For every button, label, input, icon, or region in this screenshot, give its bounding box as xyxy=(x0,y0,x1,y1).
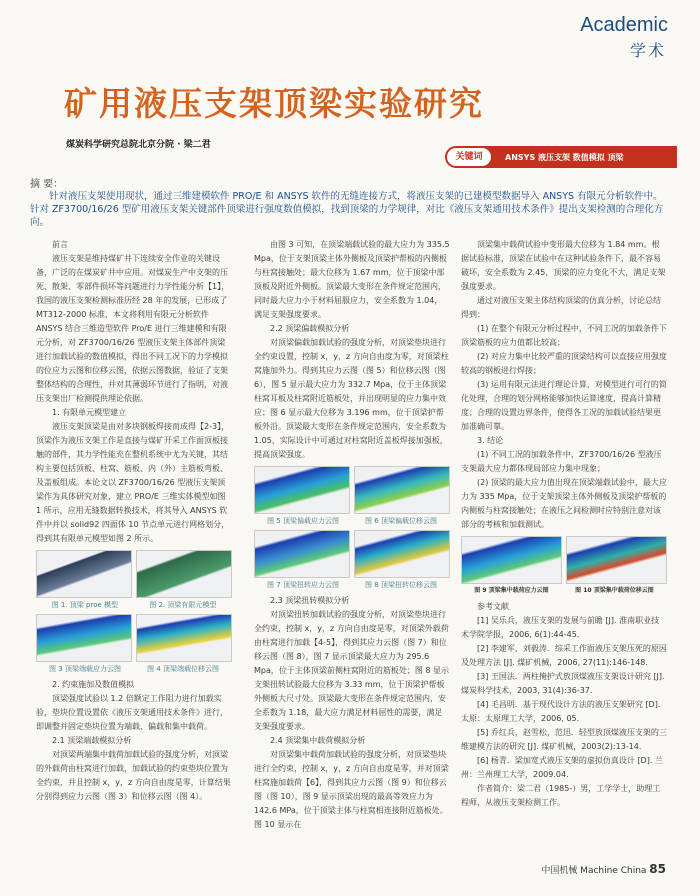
paragraph: 由图 3 可知，在顶梁端载试验的最大应力为 335.5 Mpa，位于支架顶梁主体外侧板及顶梁护帮板的内侧板与柱窝接触处；最大位移为 1.67 mm，位于顶梁中部顶板及附近外侧板。顶梁最大变形在条件规定范围内，同时最大应力小于材料屈服应力，安全系数为 1.04，满足支架强度要求。 xyxy=(254,240,450,319)
section-label-zh: 学术 xyxy=(629,41,666,60)
author-bio: 作者简介：梁二君（1985-）男，工学学士，助理工程师，从液压支架检测工作。 xyxy=(461,784,661,807)
paragraph: 顶梁强度试验以 1.2 倍额定工作阻力进行加载实验，垫块位置设置依《液压支架通用技术条件》进行，即调整并固定垫块位置为端载、偏载和集中载荷。 xyxy=(36,694,228,731)
figure-7-caption: 图 7 顶梁扭转应力云图 xyxy=(267,581,339,589)
figure-5-caption: 图 5 顶梁偏载应力云图 xyxy=(267,517,339,525)
list-item: (1) 在整个有限元分析过程中，不同工况的加载条件下顶梁筋板的应力值都比较高； xyxy=(461,324,667,347)
list-item: (1) 不同工况的加载条件中，ZF3700/16/26 型液压支架最大应力都体现局部应力集中现象； xyxy=(461,450,662,473)
reference-item: [5] 乔红兵，赵雪松，范迅．轻型放顶煤液压支架的三维建模方法的研究 [J]. 煤矿机械，2003(2):13-14. xyxy=(461,728,667,751)
subsection-heading: 2.1 顶梁端载模拟分析 xyxy=(52,736,132,745)
reference-item: [2] 李建军，刘毅涛．综采工作面液压支架压死的原因及处理方法 [J]. 煤矿机械，2006, 27(11):146-148. xyxy=(461,644,667,667)
abstract-text: 针对液压支架使用现状，通过三维建模软件 PRO/E 和 ANSYS 软件的无缝连接方式，将液压支架的已建模型数据导入 ANSYS 有限元分析软件中。针对 ZF3700/16/26 型矿用液压支架关键部件顶梁进行强度数值模拟，找到顶梁的力学规律，对比《液压支架通用技术条件》提出支架检测的合理化方向。 xyxy=(30,191,664,228)
figure-6-caption: 图 6 顶梁偏载位移云图 xyxy=(365,517,437,525)
column-1 xyxy=(36,238,232,804)
figure-1-proe-model xyxy=(36,550,132,598)
paragraph: 液压支架顶梁是由对多块钢板焊接而成得【2-3】，顶梁作为液压支架工作是直接与煤矿开采工作面顶板接触的部件，其力学性能充在整机系统中尤为关键，其结构主要包括顶板、柱窝、筋板、内（外）主筋板弯板、及盖板组成。本论文以 ZF3700/16/26 型液压支架顶梁作为具体研究对象，建立 PRO/E 三维实体模型如图 1 所示，应用无缝数据转换技术，将其导入 ANSYS 软件中并以 solid92 四面体 10 节点单元进行网格划分，得到其有限单元模型如图 2 所示。 xyxy=(36,422,230,543)
figure-4-caption: 图 4 顶梁端载位移云图 xyxy=(147,665,219,673)
column-2 xyxy=(254,238,450,832)
references-heading: 参考文献 xyxy=(477,602,509,611)
paragraph: 对顶梁两端集中载荷加载试验的强度分析，对顶梁的外载荷由柱窝进行加载，加载试验的约束垫块位置为全约束，并且控制 x，y，z 方向自由度是零，计算结果分别得到应力云图（图 3）和位移云图（图 4）。 xyxy=(36,750,231,801)
author-byline: 煤炭科学研究总院北京分院 · 梁二君 xyxy=(66,140,211,150)
abstract-label: 摘 要： xyxy=(30,179,64,190)
paragraph: 对顶梁偏载加载试验的强度分析，对顶梁垫块进行全约束设置，控制 x，y，z 方向自由度为零，对顶梁柱窝施加外力。得到其应力云图（图 5）和位移云图（图 6），图 5 显示最大应力为 332.7 Mpa，位于主体顶梁柱窝耳板及柱窝附近筋板处，并出现明显的应力集中效应；图 6 显示最大位移为 3.196 mm，位于顶梁护帮板外沿。顶梁最大变形在条件规定范围内，安全系数为 1.05，实际设计中可通过对柱窝附近盖板焊接加强板，提高顶梁强度。 xyxy=(254,338,449,459)
list-item: (2) 顶梁的最大应力值出现在顶梁端载试验中，最大应力为 335 Mpa，位于支架顶梁主体外侧板及顶梁护帮板的内侧板与柱窝接触处；在液压之间检测时应特别注意对该部分的考核和加载测试。 xyxy=(461,478,667,529)
page-footer xyxy=(541,862,666,876)
reference-item: [6] 杨青．梁加宽式液压支架的虚拟仿真设计 [D]. 兰州：兰州理工大学，2009.04. xyxy=(461,756,663,779)
paragraph: 对顶梁集中载荷加载试验的强度分析，对顶梁垫块进行全约束，控制 x，y，z 方向自由度是零，并对顶梁柱窝施加载荷【6】，得到其应力云图（图 9）和位移云图（图 10），图 9 显示顶梁出现的最高等效应力为 142.6 MPa，位于顶梁主体与柱窝相连接附近筋板处。图 10 显示在 xyxy=(254,750,449,829)
figure-8-caption: 图 8 顶梁扭转位移云图 xyxy=(365,581,437,589)
section-label-en: Academic xyxy=(580,14,668,36)
paragraph: 对顶梁扭转加载试验的强度分析，对顶梁垫块进行全约束，控制 x，y，z 方向自由度是零，对顶梁外载荷由柱窝进行加载【4-5】，得到其应力云图（图 7）和位移云图（图 8），图 7 显示顶梁最大应力为 295.6 Mpa，位于主体顶梁前侧柱窝附近的筋板处；图 8 显示支架扭转试验最大位移为 3.33 mm，位于顶梁护帮板外侧板大尺寸处。顶梁最大变形在条件规定范围内，安全系数为 1.18，最大应力满足材料屈性的需要，满足支架强度要求。 xyxy=(254,610,450,731)
article-title: 矿用液压支架顶梁实验研究 xyxy=(64,84,484,123)
column-3 xyxy=(461,238,667,810)
figure-6-displacement-contour xyxy=(354,466,450,514)
figure-1-caption: 图 1. 顶梁 proe 模型 xyxy=(51,601,118,609)
paragraph: 顶梁集中载荷试验中变形最大位移为 1.84 mm。根据试验标准，顶梁在试验中在这种试验条件下，最不容易破坏，安全系数为 2.45，顶梁的应力变化不大，满足支架强度要求。 xyxy=(461,240,666,291)
figure-9-stress-contour xyxy=(461,536,562,584)
figure-8-displacement-contour xyxy=(354,530,450,578)
figure-3-caption: 图 3 顶梁端载应力云图 xyxy=(49,665,121,673)
figure-10-caption: 图 10 顶梁集中载荷位移云图 xyxy=(575,587,654,594)
paragraph: 液压支架是维持煤矿井下连续安全作业的关键设备，广泛的在煤炭矿井中应用。对煤炭生产中支架的压死、散架、零部件损坏等问题进行力学性能分析【1】，我国的液压支架检测标准历经 28 年的发展，已形成了 MT312-2000 标准，本文将利用有限元分析软件 ANSYS 结合三维造型软件 Pro/E 进行三维建模和有限元分析，对 ZF3700/16/26 型液压支架主体部件顶梁进行加载试验的数值模拟，得出不同工况下的力学模拟的位应力云图和位移云图，依据云图数据，验证了支架整体结构的合理性，并对其薄弱环节进行了指明，对液压支架出厂检测提供理论依据。 xyxy=(36,254,230,403)
list-item: (2) 对应力集中比较严重的顶梁结构可以直接应用强度较高的钢板进行焊接； xyxy=(461,352,667,375)
figure-10-displacement-contour xyxy=(566,536,667,584)
keywords-tag: 关键词 xyxy=(447,148,491,166)
page-number: 85 xyxy=(649,862,666,876)
list-item: (3) 运用有限元法进行理论计算，对模型进行可行的简化处理，合理的划分网格能够加快运算速度，提高计算精度；合理的设置边界条件，使得各工况的加载试验结果更加准确可靠。 xyxy=(461,380,667,431)
figure-4-displacement-contour xyxy=(136,614,232,662)
figure-9-caption: 图 9 顶梁集中载荷应力云图 xyxy=(474,587,549,594)
reference-item: [1] 吴乐兵，液压支架的发展与前瞻 [J]. 淮南职业技术学院学报，2006, 6(1):44-45. xyxy=(461,616,660,639)
figure-2-fem-model xyxy=(136,550,232,598)
keywords-list: ANSYS 液压支架 数值模拟 顶梁 xyxy=(505,153,624,162)
subsection-heading: 2.2 顶梁偏载模拟分析 xyxy=(270,324,350,333)
paragraph: 通过对液压支架主体结构顶梁的仿真分析，讨论总结得到： xyxy=(461,296,661,319)
reference-item: [3] 王国法．两柱掩护式放顶煤液压支架设计研究 [J]. 煤炭科学技术，2003, 31(4):36-37. xyxy=(461,672,665,695)
magazine-name: 中国机械 Machine China xyxy=(541,866,647,876)
reference-item: [4] 毛昌明．基于现代设计方法的液压支架研究 [D]. 太原：太原理工大学，2006, 05. xyxy=(461,700,661,723)
subsection-heading: 2.3 顶梁扭转模拟分析 xyxy=(270,596,350,605)
subsection-heading: 2.4 顶梁集中载荷模拟分析 xyxy=(270,736,366,745)
figure-3-stress-contour xyxy=(36,614,132,662)
figure-7-stress-contour xyxy=(254,530,350,578)
heading-preface: 前言 xyxy=(52,240,68,249)
section-heading: 3. 结论 xyxy=(477,436,504,445)
section-heading: 2. 约束施加及数值模拟 xyxy=(52,680,135,689)
figure-5-stress-contour xyxy=(254,466,350,514)
figure-2-caption: 图 2. 顶梁有限元模型 xyxy=(149,601,217,609)
section-heading: 1. 有限单元模型建立 xyxy=(52,408,127,417)
